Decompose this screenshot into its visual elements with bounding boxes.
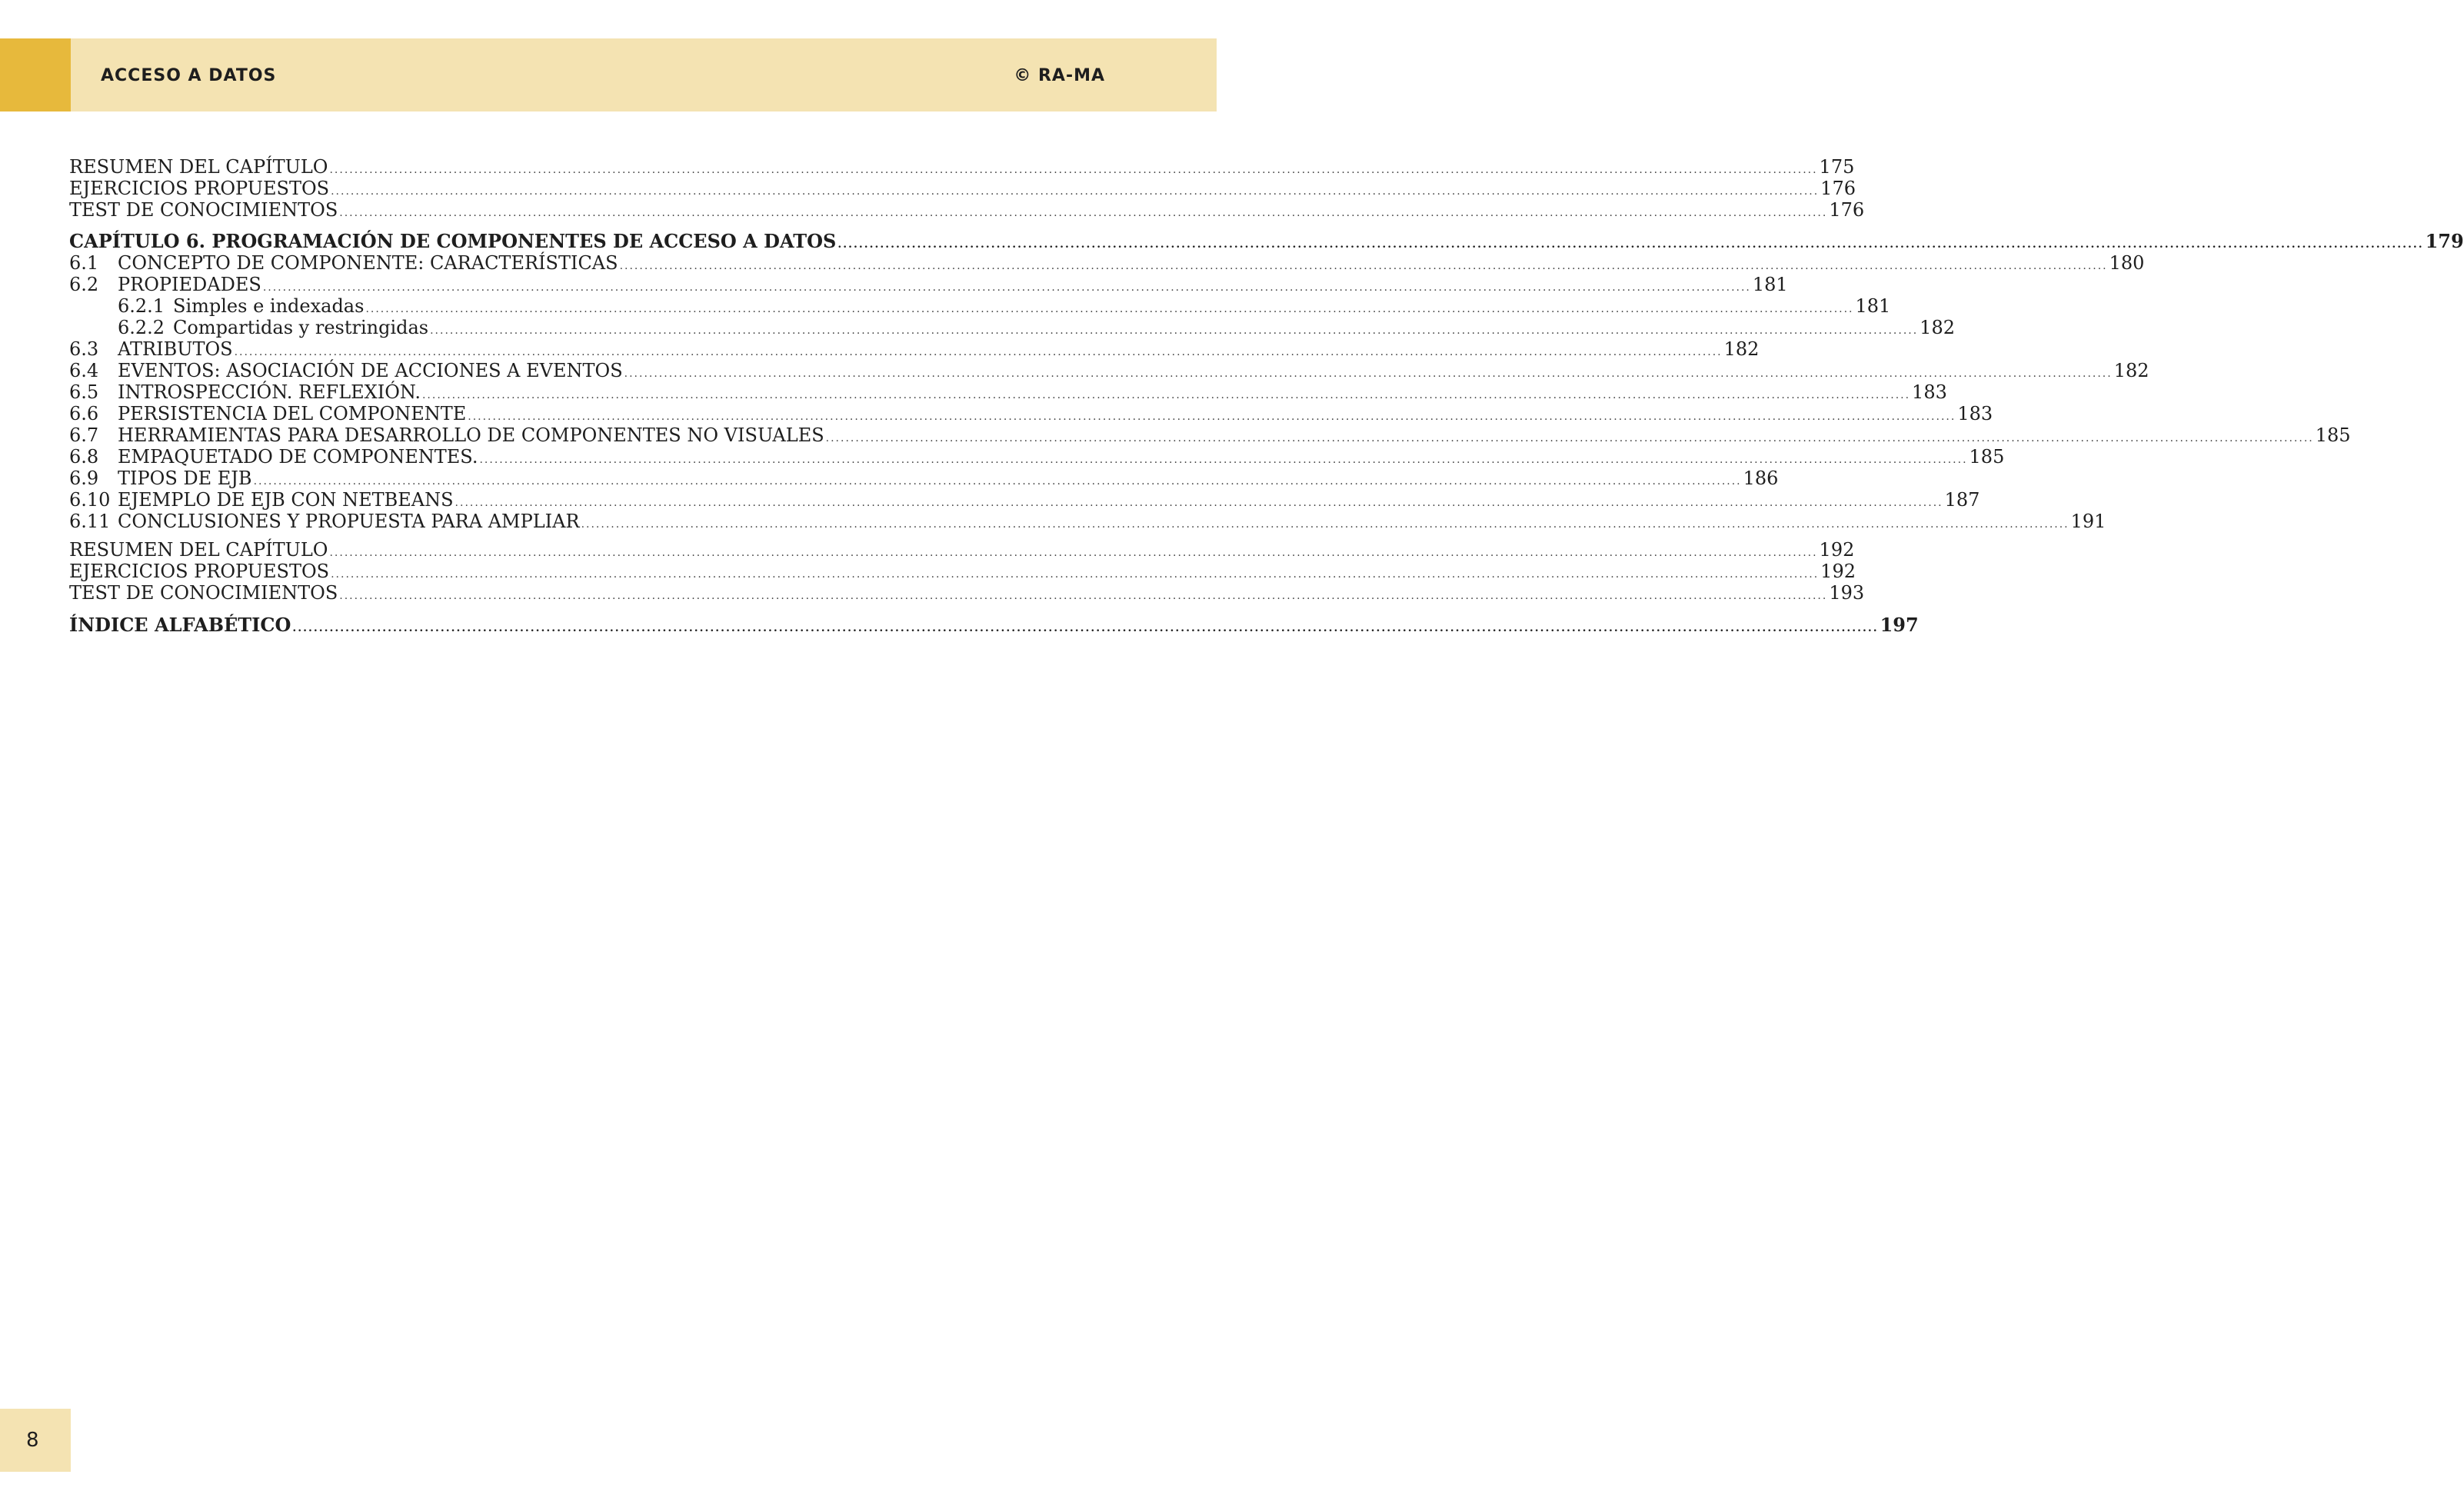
toc-entry-page: 183	[1957, 403, 1993, 424]
toc-entry-title: ÍNDICE ALFABÉTICO	[69, 614, 291, 636]
toc-entry-title: HERRAMIENTAS PARA DESARROLLO DE COMPONENTES NO VISUALES	[118, 424, 824, 446]
toc-entry-title: PERSISTENCIA DEL COMPONENTE	[118, 403, 467, 424]
toc-entry-page: 185	[2315, 424, 2351, 446]
toc-dot-leader: ............................................................................................................................................................................................................................................................................................................	[455, 497, 1943, 509]
toc-dot-leader: ............................................................................................................................................................................................................................................................................................................	[581, 518, 2069, 531]
toc-entry-title: TEST DE CONOCIMIENTOS	[69, 199, 338, 221]
toc-entry-number: 6.1	[69, 252, 99, 274]
toc-entry	[69, 508, 2106, 534]
toc-entry-number: 6.10	[69, 489, 111, 511]
toc-dot-leader: ............................................................................................................................................................................................................................................................................................................	[262, 281, 1751, 294]
toc-dot-leader: ............................................................................................................................................................................................................................................................................................................	[331, 568, 1820, 581]
toc-entry-page: 181	[1752, 274, 1788, 295]
toc-dot-leader: ............................................................................................................................................................................................................................................................................................................	[430, 324, 1919, 337]
toc-entry-title: Compartidas y restringidas	[173, 317, 429, 338]
toc-dot-leader: ............................................................................................................................................................................................................................................................................................................	[479, 454, 1968, 466]
toc-entry-title: PROPIEDADES	[118, 274, 261, 295]
toc-entry-page: 192	[1820, 561, 1856, 582]
toc-entry-title: EVENTOS: ASOCIACIÓN DE ACCIONES A EVENTOS	[118, 360, 623, 381]
toc-entry-title: RESUMEN DEL CAPÍTULO	[69, 156, 328, 178]
running-header-publisher: © RA-MA	[1014, 66, 1105, 85]
toc-entry-page: 192	[1819, 539, 1855, 561]
toc-dot-leader: ............................................................................................................................................................................................................................................................................................................	[421, 389, 1911, 401]
toc-entry-page: 182	[2113, 360, 2149, 381]
toc-entry-page: 175	[1819, 156, 1855, 178]
toc-entry-title: CONCLUSIONES Y PROPUESTA PARA AMPLIAR	[118, 511, 580, 532]
toc-entry-title: EJERCICIOS PROPUESTOS	[69, 178, 330, 199]
toc-entry-title: TIPOS DE EJB	[118, 468, 252, 489]
toc-entry-title: CONCEPTO DE COMPONENTE: CARACTERÍSTICAS	[118, 252, 618, 274]
toc-entry-title: EJEMPLO DE EJB CON NETBEANS	[118, 489, 454, 511]
toc-entry-number: 6.9	[69, 468, 99, 489]
toc-entry-page: 183	[1912, 381, 1947, 403]
toc-dot-leader: ............................................................................................................................................................................................................................................................................................................	[339, 590, 1828, 602]
toc-dot-leader: ............................................................................................................................................................................................................................................................................................................	[329, 547, 1818, 559]
toc-dot-leader: ............................................................................................................................................................................................................................................................................................................	[331, 185, 1820, 198]
toc-dot-leader: ............................................................................................................................................................................................................................................................................................................	[292, 622, 1879, 634]
toc-entry-page: 197	[1880, 614, 1919, 636]
toc-dot-leader: ............................................................................................................................................................................................................................................................................................................	[253, 475, 1742, 488]
toc-entry-page: 182	[1723, 338, 1760, 360]
toc-entry-page: 181	[1855, 295, 1891, 317]
toc-entry-number: 6.4	[69, 360, 99, 381]
toc-entry-number: 6.6	[69, 403, 99, 424]
toc-dot-leader: ............................................................................................................................................................................................................................................................................................................	[365, 303, 1854, 315]
header-accent-tab	[0, 38, 71, 111]
toc-dot-leader: ............................................................................................................................................................................................................................................................................................................	[329, 164, 1818, 176]
toc-entry-number: 6.5	[69, 381, 99, 403]
toc-entry-number: 6.8	[69, 446, 99, 468]
toc-entry-title: Simples e indexadas	[173, 295, 365, 317]
toc-dot-leader: ............................................................................................................................................................................................................................................................................................................	[825, 432, 2314, 444]
toc-entry-page: 182	[1920, 317, 1955, 338]
toc-entry-title: RESUMEN DEL CAPÍTULO	[69, 539, 328, 561]
toc-entry-page: 185	[1969, 446, 2005, 468]
toc-entry-number: 6.11	[69, 511, 111, 532]
toc-entry-page: 176	[1820, 178, 1856, 199]
toc-dot-leader: ............................................................................................................................................................................................................................................................................................................	[837, 238, 2424, 251]
toc-dot-leader: ............................................................................................................................................................................................................................................................................................................	[468, 411, 1956, 423]
toc-dot-leader: ............................................................................................................................................................................................................................................................................................................	[339, 207, 1828, 219]
toc-entry-number: 6.2	[69, 274, 99, 295]
toc-dot-leader: ............................................................................................................................................................................................................................................................................................................	[619, 260, 2108, 272]
toc-entry-page: 193	[1829, 582, 1865, 604]
toc-entry-page: 179	[2425, 230, 2464, 252]
toc-entry-number: 6.2.1	[118, 295, 165, 317]
toc-entry-title: CAPÍTULO 6. PROGRAMACIÓN DE COMPONENTES DE ACCESO A DATOS	[69, 230, 837, 252]
toc-dot-leader: ............................................................................................................................................................................................................................................................................................................	[624, 368, 2113, 380]
toc-entry-title: EJERCICIOS PROPUESTOS	[69, 561, 330, 582]
toc-entry-page: 191	[2070, 511, 2106, 532]
toc-entry-title: INTROSPECCIÓN. REFLEXIÓN.	[118, 381, 421, 403]
page-number: 8	[26, 1429, 39, 1452]
toc-entry-number: 6.2.2	[118, 317, 165, 338]
running-header-title: ACCESO A DATOS	[101, 66, 277, 85]
toc-entry-title: ATRIBUTOS	[118, 338, 233, 360]
toc-entry-number: 6.7	[69, 424, 99, 446]
toc-entry-page: 187	[1944, 489, 1980, 511]
toc-chapter-entry	[69, 612, 1919, 638]
toc-entry-page: 176	[1829, 199, 1865, 221]
toc-entry-title: TEST DE CONOCIMIENTOS	[69, 582, 338, 604]
toc-entry-title: EMPAQUETADO DE COMPONENTES.	[118, 446, 478, 468]
toc-entry	[69, 580, 1865, 606]
toc-entry-page: 180	[2109, 252, 2145, 274]
toc-dot-leader: ............................................................................................................................................................................................................................................................................................................	[234, 346, 1723, 358]
toc-entry-page: 186	[1743, 468, 1779, 489]
toc-entry-number: 6.3	[69, 338, 99, 360]
toc-entry	[69, 197, 1865, 223]
